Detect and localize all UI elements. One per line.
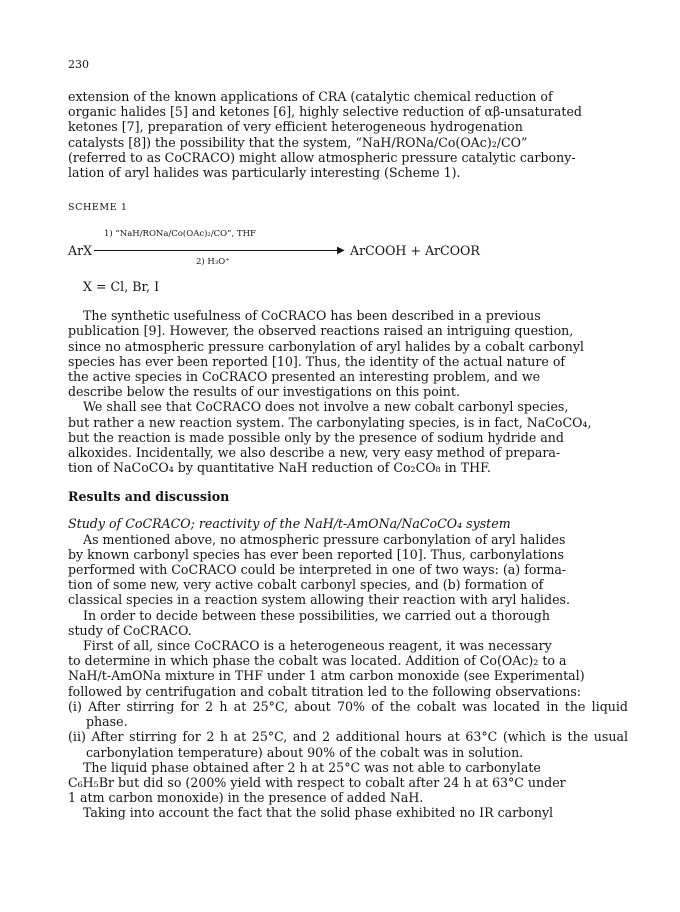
observation-item: (i) After stirring for 2 h at 25°C, about 70% of the cobalt was located in the liquid phase.	[68, 698, 628, 730]
text-line: but the reaction is made possible only by the presence of sodium hydride and	[68, 429, 564, 445]
section-heading: Results and discussion	[68, 489, 230, 505]
paragraph-8	[68, 805, 628, 820]
text-line: organic halides [5] and ketones [6], highly selective reduction of αβ-unsaturated	[68, 104, 582, 120]
text-line: NaH/t-AmONa mixture in THF under 1 atm carbon monoxide (see Experimental)	[68, 668, 585, 684]
paragraph-3	[68, 399, 628, 475]
reactant: ArX	[68, 243, 93, 259]
paragraph-4	[68, 516, 628, 607]
text-line: (referred to as CoCRACO) might allow atmospheric pressure catalytic carbony-	[68, 149, 576, 165]
text-line: but rather a new reaction system. The carbonylating species, is in fact, NaCoCO₄,	[68, 414, 592, 430]
text-line: Taking into account the fact that the solid phase exhibited no IR carbonyl	[83, 805, 554, 821]
text-line: the active species in CoCRACO presented an interesting problem, and we	[68, 369, 541, 385]
observation-item: (ii) After stirring for 2 h at 25°C, and 2 additional hours at 63°C (which is the usual carbonylation temperature) about 90% of the cobalt was in solution.	[68, 729, 628, 760]
text-line: publication [9]. However, the observed reactions raised an intriguing question,	[68, 323, 574, 339]
paragraph-intro	[68, 89, 628, 180]
text-line: As mentioned above, no atmospheric pressure carbonylation of aryl halides	[83, 531, 566, 547]
scheme-label: SCHEME 1	[68, 202, 128, 214]
text-line: followed by centrifugation and cobalt titration led to the following observations:	[68, 683, 582, 699]
text-line: by known carbonyl species has ever been reported [10]. Thus, carbonylations	[68, 546, 564, 562]
page-number: 230	[68, 58, 89, 71]
text-line: tion of NaCoCO₄ by quantitative NaH reduction of Co₂CO₈ in THF.	[68, 460, 491, 476]
text-line: alkoxides. Incidentally, we also describe a new, very easy method of prepara-	[68, 445, 561, 461]
text-line: performed with CoCRACO could be interpreted in one of two ways: (a) forma-	[68, 562, 567, 578]
text-line: In order to decide between these possibilities, we carried out a thorough	[83, 607, 550, 623]
products: ArCOOH + ArCOOR	[350, 243, 480, 259]
text-line: 1 atm carbon monoxide) in the presence of added NaH.	[68, 790, 424, 806]
text-line: catalysts [8]) the possibility that the system, “NaH/RONa/Co(OAc)₂/CO”	[68, 134, 528, 150]
journal-page	[68, 58, 628, 821]
text-line: describe below the results of our investigations on this point.	[68, 384, 460, 400]
text-line: lation of aryl halides was particularly interesting (Scheme 1).	[68, 165, 461, 181]
text-line: classical species in a reaction system allowing their reaction with aryl halides.	[68, 592, 571, 608]
paragraph-7	[68, 760, 628, 806]
text-line: The liquid phase obtained after 2 h at 25°C was not able to carbonylate	[83, 759, 541, 775]
text-line: tion of some new, very active cobalt carbonyl species, and (b) formation of	[68, 577, 544, 593]
halogen-definition: X = Cl, Br, I	[83, 279, 160, 295]
text-line: species has ever been reported [10]. Thus, the identity of the actual nature of	[68, 353, 566, 369]
paragraph-5	[68, 608, 628, 638]
text-line: C₆H₅Br but did so (200% yield with respect to cobalt after 24 h at 63°C under	[68, 774, 566, 790]
paragraph-2	[68, 308, 628, 399]
paragraph-6	[68, 638, 628, 760]
text-line: extension of the known applications of CRA (catalytic chemical reduction of	[68, 89, 553, 104]
text-line: study of CoCRACO.	[68, 622, 192, 638]
text-line: ketones [7], preparation of very efficient heterogeneous hydrogenation	[68, 119, 523, 135]
text-line: since no atmospheric pressure carbonylation of aryl halides by a cobalt carbonyl	[68, 338, 584, 354]
reaction-scheme	[68, 229, 628, 273]
subsection-heading: Study of CoCRACO; reactivity of the NaH/t-AmONa/NaCoCO₄ system	[68, 516, 511, 532]
text-line: First of all, since CoCRACO is a heterogeneous reagent, it was necessary	[83, 638, 552, 654]
text-line: The synthetic usefulness of CoCRACO has been described in a previous	[83, 308, 541, 324]
text-line: We shall see that CoCRACO does not involve a new cobalt carbonyl species,	[83, 399, 569, 415]
reagents-below-arrow: 2) H₃O⁺	[196, 257, 230, 268]
reagents-above-arrow: 1) “NaH/RONa/Co(OAc)₂/CO”, THF	[104, 229, 256, 240]
arrow-head-icon: ▶	[337, 245, 345, 257]
reaction-arrow	[94, 250, 344, 251]
text-line: to determine in which phase the cobalt was located. Addition of Co(OAc)₂ to a	[68, 653, 567, 669]
